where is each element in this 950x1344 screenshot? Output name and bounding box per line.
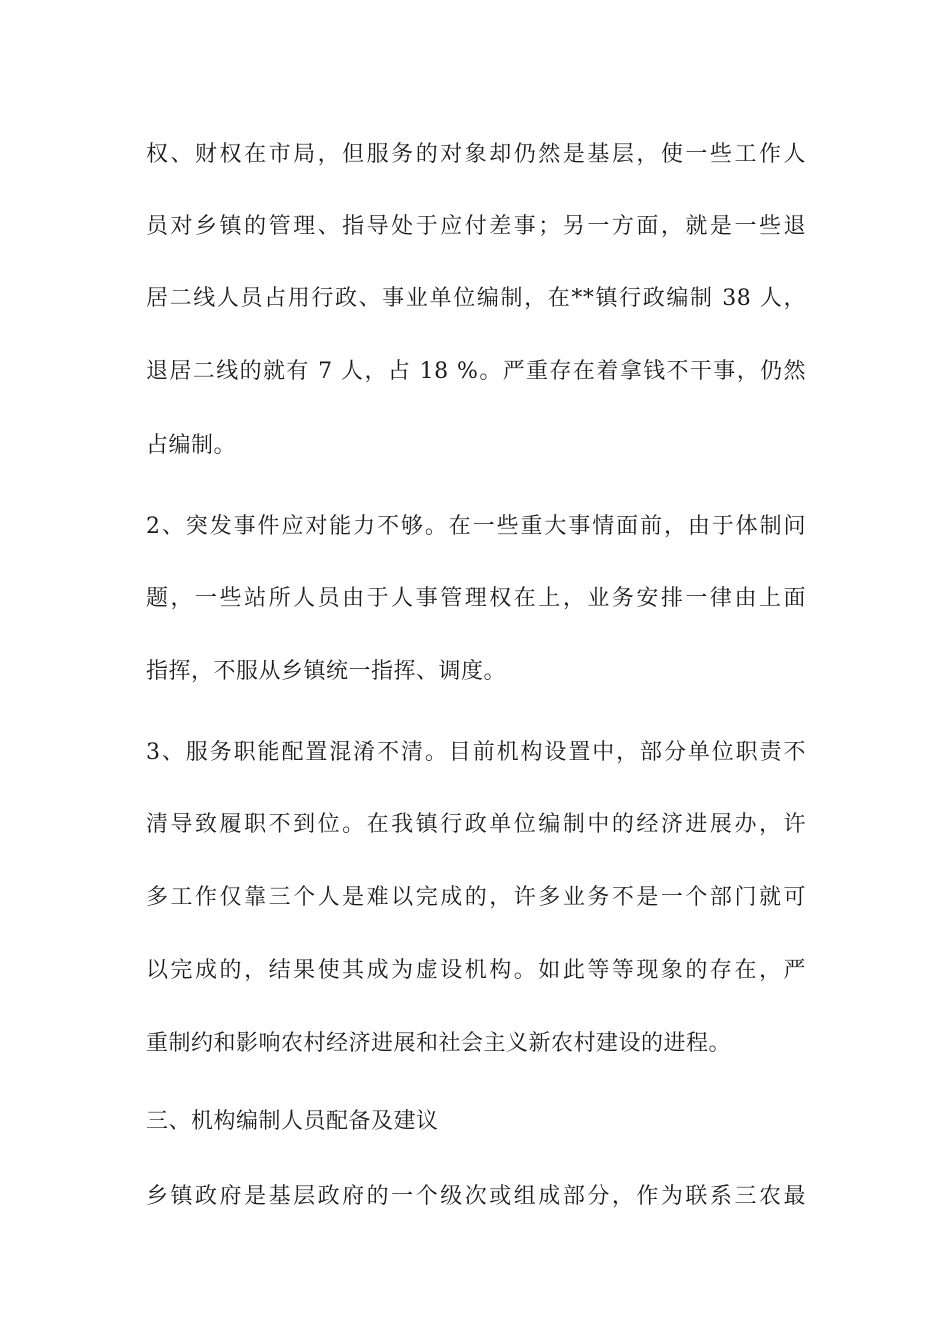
text-line-3: 居二线人员占用行政、事业单位编制，在**镇行政编制 38 人， bbox=[146, 286, 806, 311]
text-line-2: 员对乡镇的管理、指导处于应付差事；另一方面，就是一些退 bbox=[146, 214, 806, 239]
text-line-12: 以完成的，结果使其成为虚设机构。如此等等现象的存在，严 bbox=[146, 958, 806, 983]
text-line-11: 多工作仅靠三个人是难以完成的，许多业务不是一个部门就可 bbox=[146, 885, 806, 910]
text-line-1: 权、财权在市局，但服务的对象却仍然是基层，使一些工作人 bbox=[146, 142, 806, 167]
text-line-7: 题，一些站所人员由于人事管理权在上，业务安排一律由上面 bbox=[146, 586, 806, 611]
text-line-13: 重制约和影响农村经济进展和社会主义新农村建设的进程。 bbox=[146, 1031, 732, 1056]
section-heading: 三、机构编制人员配备及建议 bbox=[146, 1109, 439, 1134]
text-line-6: 2、突发事件应对能力不够。在一些重大事情面前，由于体制问 bbox=[146, 514, 806, 539]
text-line-5: 占编制。 bbox=[146, 433, 237, 458]
text-line-4: 退居二线的就有 7 人，占 18 %。严重存在着拿钱不干事，仍然 bbox=[146, 359, 806, 384]
text-line-15: 乡镇政府是基层政府的一个级次或组成部分，作为联系三农最 bbox=[146, 1184, 806, 1209]
text-line-10: 清导致履职不到位。在我镇行政单位编制中的经济进展办，许 bbox=[146, 812, 806, 837]
text-line-8: 指挥，不服从乡镇统一指挥、调度。 bbox=[146, 659, 507, 684]
text-line-9: 3、服务职能配置混淆不清。目前机构设置中，部分单位职责不 bbox=[146, 740, 806, 765]
